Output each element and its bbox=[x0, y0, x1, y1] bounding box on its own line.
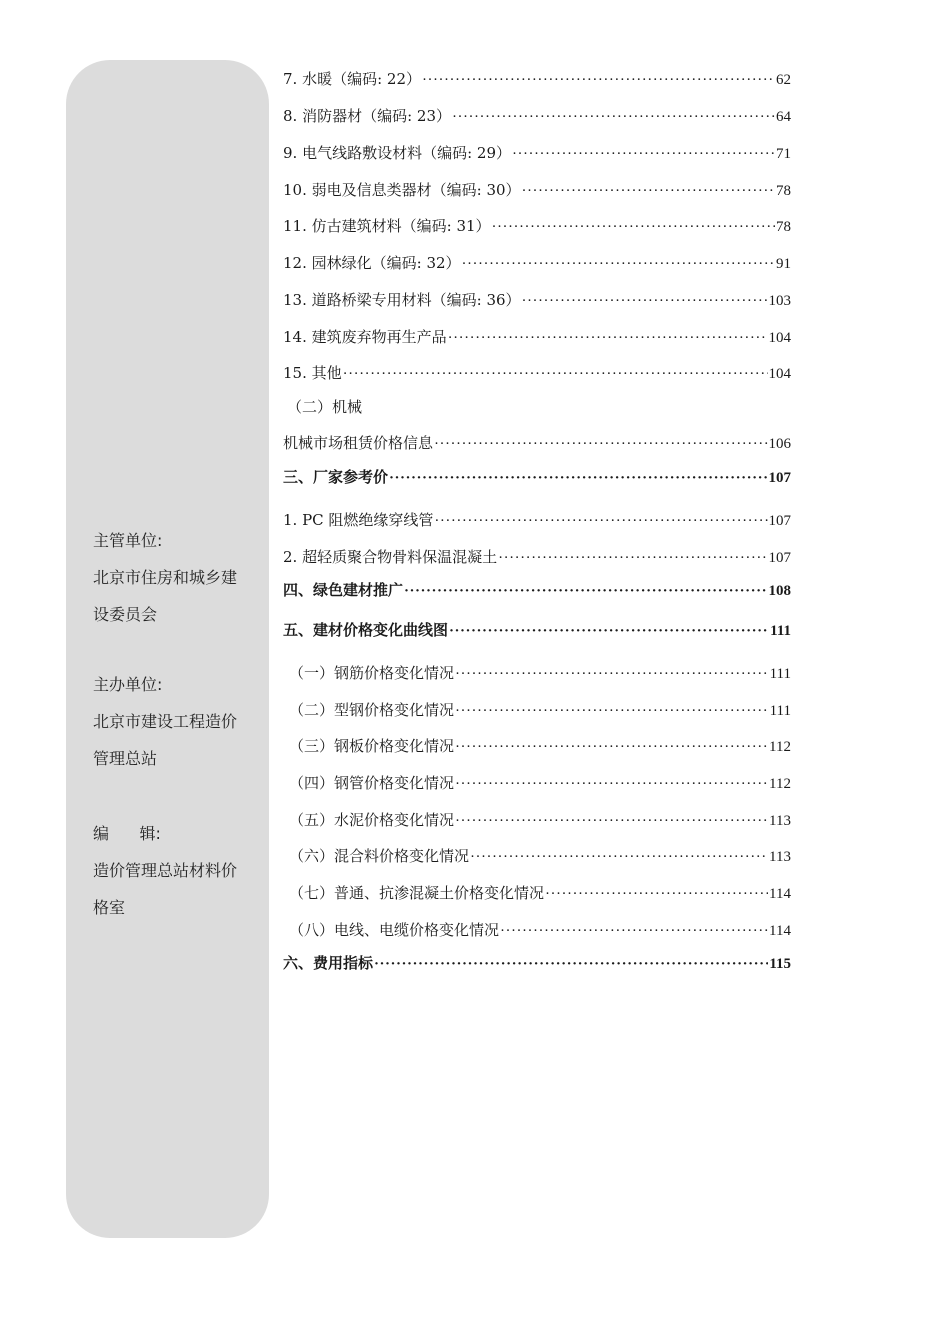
toc-entry[interactable]: （八）电线、电缆价格变化情况 ····· 114 bbox=[289, 919, 791, 940]
toc-entry[interactable]: 11. 仿古建筑材料（编码: 31） ····· 78 bbox=[283, 215, 791, 236]
toc-subheading: （二）机械 bbox=[287, 398, 363, 416]
sidebar-label: 主办单位: bbox=[93, 675, 163, 694]
sidebar-value: 北京市建设工程造价 bbox=[93, 712, 238, 731]
sidebar-block-supervisor bbox=[93, 522, 237, 633]
toc-entry[interactable]: 机械市场租赁价格信息 ····· 106 bbox=[283, 432, 791, 453]
toc-entry[interactable]: 1. PC 阻燃绝缘穿线管 ····· 107 bbox=[283, 509, 791, 530]
sidebar-value: 北京市住房和城乡建 bbox=[93, 568, 238, 587]
sidebar-panel bbox=[66, 60, 269, 1238]
toc-entry[interactable]: （四）钢管价格变化情况 ····· 112 bbox=[289, 772, 791, 793]
toc-section-heading[interactable]: 三、厂家参考价 ····· 107 bbox=[283, 466, 791, 487]
toc-entry[interactable]: 13. 道路桥梁专用材料（编码: 36） ····· 103 bbox=[283, 289, 791, 310]
toc-entry[interactable]: （二）型钢价格变化情况 ····· 111 bbox=[289, 699, 791, 720]
toc-entry[interactable]: （七）普通、抗渗混凝土价格变化情况 ····· 114 bbox=[289, 882, 791, 903]
toc-entry[interactable]: （一）钢筋价格变化情况 ····· 111 bbox=[289, 662, 791, 683]
toc-entry[interactable]: 14. 建筑废弃物再生产品 ····· 104 bbox=[283, 326, 791, 347]
sidebar-block-host bbox=[93, 666, 237, 777]
sidebar-value: 设委员会 bbox=[93, 605, 158, 624]
sidebar-block-editor bbox=[93, 815, 237, 926]
sidebar-label: 编 辑: bbox=[93, 824, 161, 843]
toc-entry[interactable]: （五）水泥价格变化情况 ····· 113 bbox=[289, 809, 791, 830]
toc-section-heading[interactable]: 五、建材价格变化曲线图 ····· 111 bbox=[283, 619, 791, 640]
sidebar-label: 主管单位: bbox=[93, 531, 163, 550]
toc-entry[interactable]: 8. 消防器材（编码: 23） ····· 64 bbox=[283, 105, 791, 126]
toc-entry[interactable]: 7. 水暖（编码: 22） ····· 62 bbox=[283, 68, 791, 89]
sidebar-value: 造价管理总站材料价 bbox=[93, 861, 238, 880]
toc-entry[interactable]: 2. 超轻质聚合物骨料保温混凝土 ····· 107 bbox=[283, 546, 791, 567]
toc-section-heading[interactable]: 六、费用指标 ····· 115 bbox=[283, 952, 791, 973]
sidebar-value: 管理总站 bbox=[93, 749, 158, 768]
toc-entry[interactable]: （六）混合料价格变化情况 ····· 113 bbox=[289, 845, 791, 866]
sidebar-value: 格室 bbox=[93, 898, 126, 917]
toc-entry[interactable]: 12. 园林绿化（编码: 32） ····· 91 bbox=[283, 252, 791, 273]
toc-entry[interactable]: 9. 电气线路敷设材料（编码: 29） ····· 71 bbox=[283, 142, 791, 163]
toc-section-heading[interactable]: 四、绿色建材推广 ····· 108 bbox=[283, 579, 791, 600]
toc-entry[interactable]: 15. 其他 ····· 104 bbox=[283, 362, 791, 383]
toc-entry[interactable]: （三）钢板价格变化情况 ····· 112 bbox=[289, 735, 791, 756]
toc-entry[interactable]: 10. 弱电及信息类器材（编码: 30） ····· 78 bbox=[283, 179, 791, 200]
